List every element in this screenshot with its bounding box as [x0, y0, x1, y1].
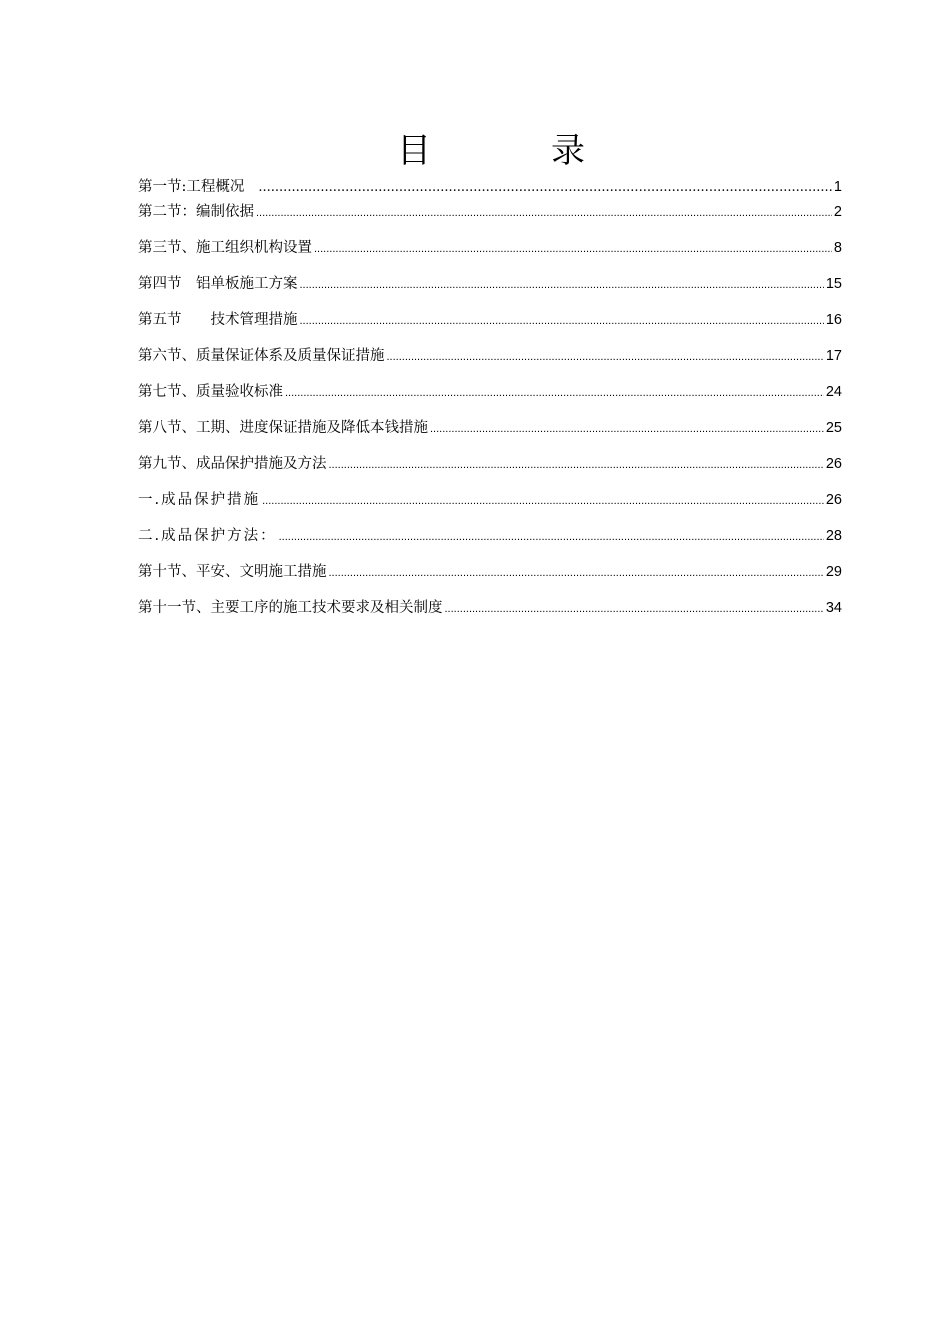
toc-leader-dots	[430, 417, 824, 441]
toc-entry-label: 第二节：编制依据	[138, 204, 254, 220]
toc-leader-dots	[258, 176, 832, 200]
toc-entry-3[interactable]	[138, 236, 842, 260]
toc-entry-11[interactable]	[138, 524, 842, 548]
toc-entry-label: 第五节 技术管理措施	[138, 312, 298, 328]
toc-entry-label: 第八节、工期、进度保证措施及降低本钱措施	[138, 420, 428, 436]
toc-leader-dots	[262, 489, 824, 513]
toc-entry-label: 第三节、施工组织机构设置	[138, 240, 312, 256]
toc-leader-dots	[387, 345, 824, 369]
toc-leader-dots	[329, 561, 824, 585]
toc-entry-10[interactable]	[138, 488, 842, 512]
toc-entry-label: 一.成品保护措施	[138, 492, 261, 508]
toc-entry-page: 8	[833, 240, 842, 256]
toc-entry-page: 17	[825, 348, 842, 364]
toc-leader-dots	[279, 525, 824, 549]
toc-leader-dots	[314, 237, 832, 261]
toc-leader-dots	[285, 381, 824, 405]
toc-entry-label: 二.成品保护方法：	[138, 528, 277, 544]
toc-leader-dots	[300, 273, 824, 297]
toc-entry-4[interactable]	[138, 272, 842, 296]
toc-leader-dots	[329, 453, 824, 477]
toc-entry-page: 26	[825, 492, 842, 508]
toc-entry-5[interactable]	[138, 308, 842, 332]
toc-entry-page: 34	[825, 600, 842, 616]
toc-entry-page: 25	[825, 420, 842, 436]
toc-entry-2[interactable]	[138, 200, 842, 224]
toc-entry-page: 24	[825, 384, 842, 400]
toc-leader-dots	[256, 201, 832, 225]
toc-entry-label: 第四节 铝单板施工方案	[138, 276, 298, 292]
toc-entry-12[interactable]	[138, 560, 842, 584]
toc-entry-label: 第十节、平安、文明施工措施	[138, 564, 327, 580]
toc-title-char-1: 目	[397, 131, 431, 171]
toc-entry-page: 15	[825, 276, 842, 292]
toc-entry-page: 26	[825, 456, 842, 472]
toc-title	[0, 128, 950, 174]
toc-title-char-2: 录	[551, 131, 585, 171]
toc-entry-label: 第一节:工程概况	[138, 179, 245, 195]
toc-entry-label: 第九节、成品保护措施及方法	[138, 456, 327, 472]
toc-leader-dots	[445, 597, 824, 621]
toc-entry-page: 29	[825, 564, 842, 580]
toc-entry-6[interactable]	[138, 344, 842, 368]
toc-entry-7[interactable]	[138, 380, 842, 404]
toc-leader-dots	[300, 309, 824, 333]
toc-entry-9[interactable]	[138, 452, 842, 476]
toc-entry-page: 2	[833, 204, 842, 220]
toc-entry-1[interactable]	[138, 175, 842, 199]
toc-entry-label: 第六节、质量保证体系及质量保证措施	[138, 348, 385, 364]
toc-entry-label: 第七节、质量验收标准	[138, 384, 283, 400]
toc-entry-13[interactable]	[138, 596, 842, 620]
toc-entry-page: 28	[825, 528, 842, 544]
toc-entry-label: 第十一节、主要工序的施工技术要求及相关制度	[138, 600, 443, 616]
toc-entry-8[interactable]	[138, 416, 842, 440]
toc-entry-page: 16	[825, 312, 842, 328]
toc-entry-page: 1	[833, 179, 842, 195]
